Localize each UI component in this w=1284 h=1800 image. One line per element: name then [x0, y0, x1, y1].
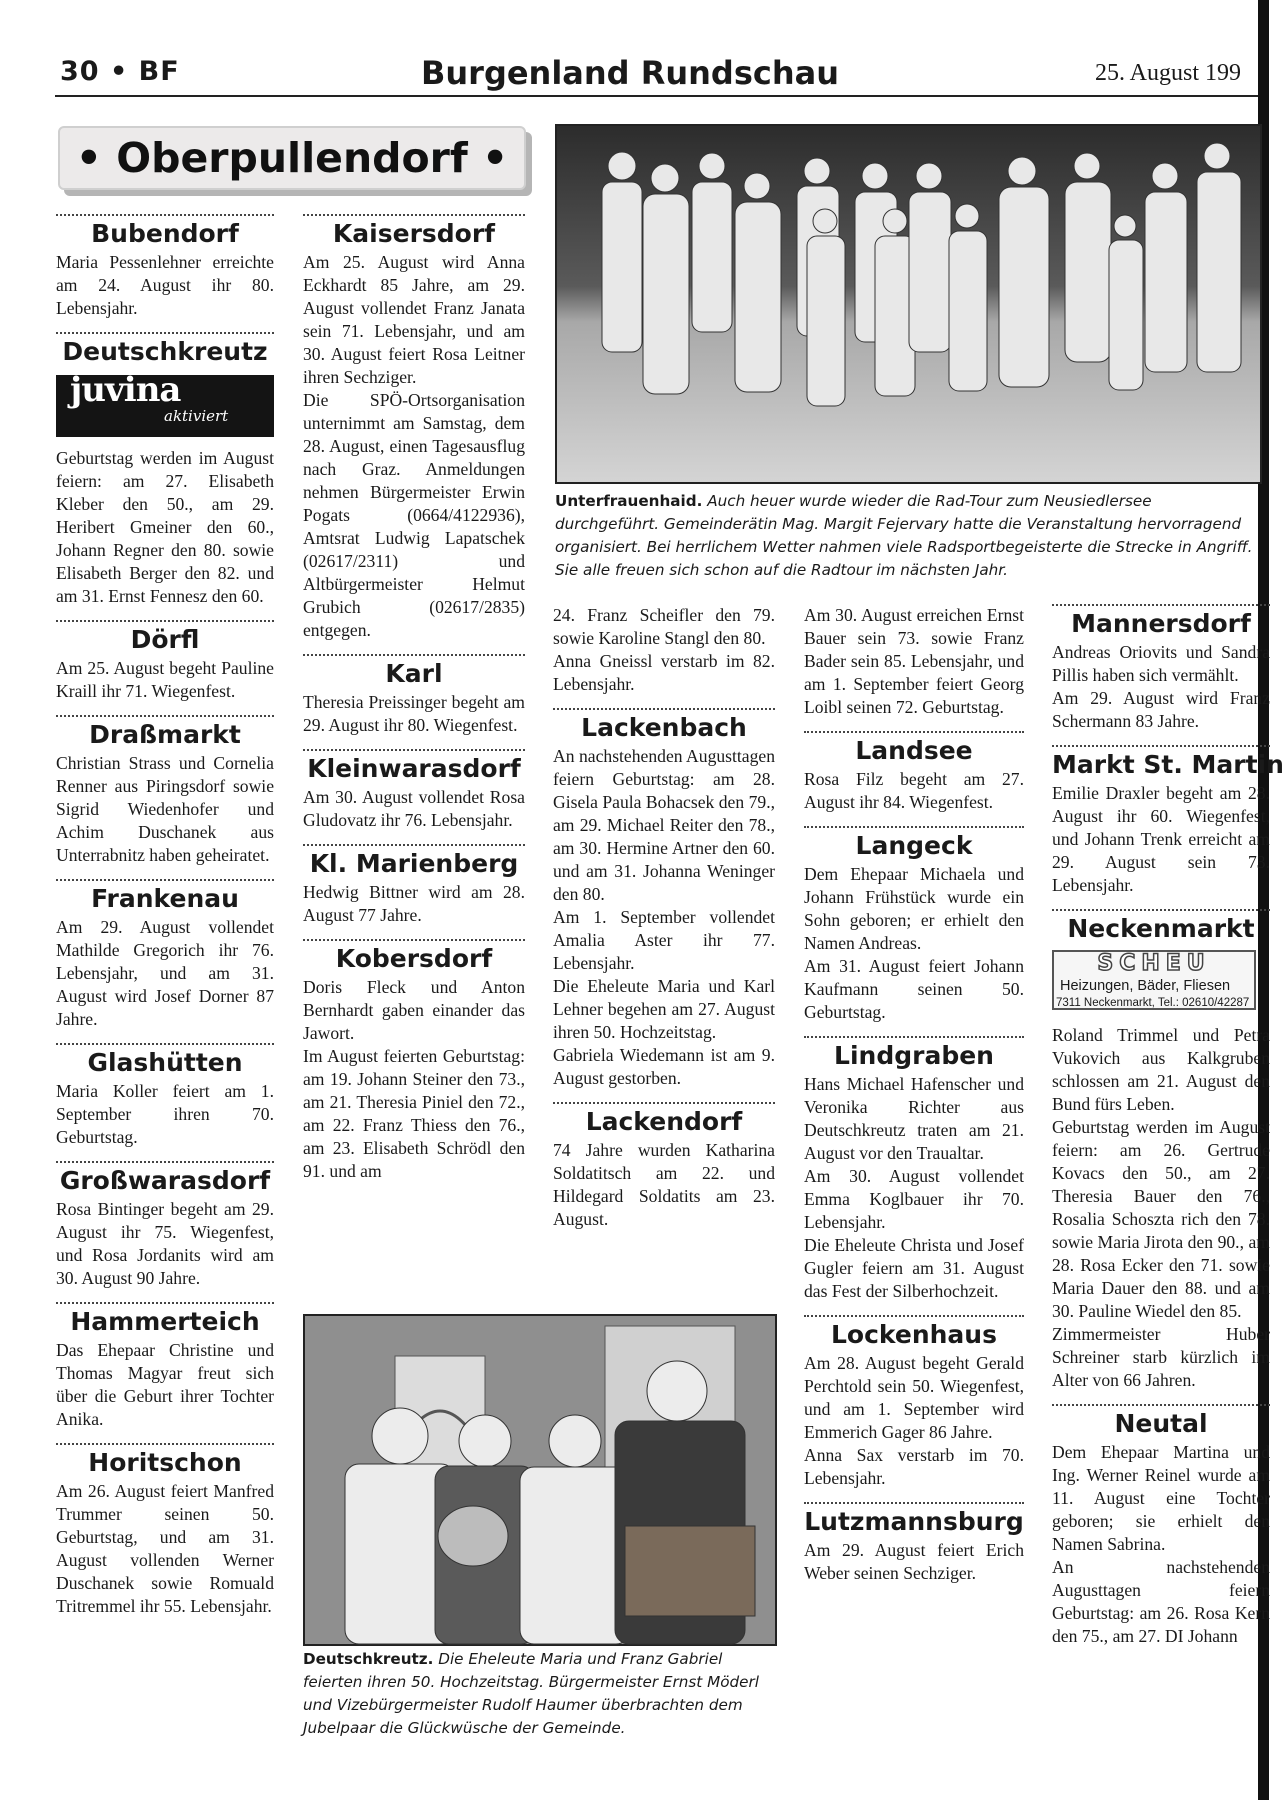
- article-text: Am 25. August begeht Pauline Kraill ihr 71. Wiegenfest.: [56, 658, 274, 701]
- town-heading: Dörfl: [130, 625, 200, 654]
- town-heading: Hammerteich: [70, 1307, 260, 1336]
- divider: [1052, 909, 1270, 911]
- juvina-logo: juvina: [70, 370, 181, 410]
- divider: [1052, 1404, 1270, 1406]
- article-text: Hans Michael Hafenscher und Veronika Richter aus Deutschkreutz traten am 21. August vor den Traualtar.: [804, 1074, 1024, 1163]
- divider: [804, 1036, 1024, 1038]
- article-text: Am 26. August feiert Manfred Trummer seinen 50. Geburtstag, und am 31. August vollenden Werner Duschanek sowie Romuald Tritremmel ihr 55. Lebensjahr.: [56, 1481, 274, 1616]
- divider: [56, 214, 274, 216]
- article-text: Die Eheleute Christa und Josef Gugler feiern am 31. August das Fest der Silberhochzeit.: [804, 1235, 1024, 1301]
- article-text: Andreas Oriovits und Sandra Pillis haben sich vermählt.: [1052, 642, 1270, 685]
- juvina-ad: [56, 370, 274, 437]
- article-text: Die SPÖ-Ortsorganisation unternimmt am Samstag, dem 28. August, einen Tagesausflug nach Graz. Anmeldungen nehmen Bürgermeister Erwin Pogats (0664/4122936), Amtsrat Ludwig Lapatschek (02617/2311) und Altbürgermeister Helmut Grubich (02617/2835) entgegen.: [303, 390, 525, 640]
- header-rule: [55, 95, 1269, 97]
- article-text: Rosa Filz begeht am 27. August ihr 84. Wiegenfest.: [804, 769, 1024, 812]
- scheu-logo: SCHEU: [1097, 951, 1211, 976]
- article-text: Am 30. August vollendet Rosa Gludovatz ihr 76. Lebensjahr.: [303, 787, 525, 830]
- column-2: [303, 214, 525, 1183]
- divider: [56, 620, 274, 622]
- divider: [56, 332, 274, 334]
- article-text: Am 30. August vollendet Emma Koglbauer ihr 70. Lebensjahr.: [804, 1166, 1024, 1232]
- town-heading: Frankenau: [91, 884, 239, 913]
- scheu-ad: [1052, 950, 1256, 1010]
- issue-date: 25. August 199: [1095, 60, 1242, 86]
- divider: [303, 939, 525, 941]
- town-heading: Neutal: [1114, 1409, 1208, 1438]
- article-text: 74 Jahre wurden Katharina Soldatitsch am 22. und Hildegard Soldatits am 23. August.: [553, 1140, 775, 1229]
- group-photo-image: [557, 126, 1260, 482]
- article-text: Am 31. August feiert Johann Kaufmann seinen 50. Geburtstag.: [804, 956, 1024, 1022]
- divider: [56, 1443, 274, 1445]
- article-text: Rosa Bintinger begeht am 29. August ihr 75. Wiegenfest, und Rosa Jordanits wird am 30. August 90 Jahre.: [56, 1199, 274, 1288]
- article-text: Maria Koller feiert am 1. September ihren 70. Geburtstag.: [56, 1081, 274, 1147]
- town-heading: Lackenbach: [581, 713, 747, 742]
- article-text: Doris Fleck und Anton Bernhardt gaben einander das Jawort.: [303, 977, 525, 1043]
- divider: [303, 844, 525, 846]
- article-text: Geburtstag werden im August feiern: am 27. Elisabeth Kleber den 50., am 29. Heribert Gmeiner den 60., Johann Regner den 80. sowie Elisabeth Berger den 82. und am 31. Ernst Fennesz den 60.: [56, 448, 274, 606]
- town-heading: Karl: [385, 659, 443, 688]
- article-text: Im August feierten Geburtstag: am 19. Johann Steiner den 73., am 21. Theresia Piniel den 72., am 22. Franz Thiess den 76., am 23. Elisabeth Schrödl den 91. und am: [303, 1046, 525, 1181]
- article-text: Geburtstag werden im August feiern: am 26. Gertrude Kovacs den 50., am 27. Theresia Bauer den 76., Rosalia Schoszta rich den 78. sowie Maria Jirota den 90., am 28. Rosa Ecker den 71. sowie Maria Dauer den 88. und am 30. Pauline Wiedel den 85.: [1052, 1117, 1270, 1321]
- article-text: Anna Sax verstarb im 70. Lebensjahr.: [804, 1445, 1024, 1488]
- divider: [56, 1302, 274, 1304]
- article-text: Am 30. August erreichen Ernst Bauer sein 73. sowie Franz Bader sein 85. Lebensjahr, und am 1. September feiert Georg Loibl seinen 72. Geburtstag.: [804, 605, 1024, 717]
- divider: [56, 879, 274, 881]
- article-text: Am 29. August vollendet Mathilde Gregorich ihr 76. Lebensjahr, und am 31. August wird Josef Dorner 87 Jahre.: [56, 917, 274, 1029]
- town-heading: Kaisersdorf: [332, 219, 496, 248]
- divider: [56, 1043, 274, 1045]
- divider: [553, 708, 775, 710]
- caption-place: Deutschkreutz.: [303, 1650, 434, 1668]
- group-photo: [555, 124, 1262, 484]
- newspaper-title: Burgenland Rundschau: [420, 54, 839, 92]
- town-heading: Horitschon: [88, 1448, 242, 1477]
- article-text: Am 1. September vollendet Amalia Aster ihr 77. Lebensjahr.: [553, 907, 775, 973]
- town-heading: Lockenhaus: [831, 1320, 997, 1349]
- article-text: Am 25. August wird Anna Eckhardt 85 Jahre, am 29. August vollendet Franz Janata sein 71. Lebensjahr, und am 30. August feiert Rosa Leitner ihren Sechziger.: [303, 252, 525, 387]
- article-text: An nachstehenden Augusttagen feiern Geburtstag: am 28. Gisela Paula Bohacsek den 79., am 29. Michael Reiter den 78., am 30. Hermine Artner den 60. und am 31. Johanna Weninger den 80.: [553, 746, 775, 904]
- article-text: Hedwig Bittner wird am 28. August 77 Jahre.: [303, 882, 525, 925]
- town-heading: Kleinwarasdorf: [307, 754, 521, 783]
- town-heading: Markt St. Martin: [1052, 750, 1284, 779]
- divider: [303, 654, 525, 656]
- divider: [804, 1315, 1024, 1317]
- article-text: Dem Ehepaar Martina und Ing. Werner Reinel wurde am 11. August eine Tochter geboren; sie erhielt den Namen Sabrina.: [1052, 1442, 1270, 1554]
- scheu-address: 7311 Neckenmarkt, Tel.: 02610/42287: [1056, 997, 1250, 1009]
- scheu-services: Heizungen, Bäder, Fliesen: [1060, 978, 1231, 994]
- article-text: Am 29. August wird Franz Schermann 83 Jahre.: [1052, 688, 1270, 731]
- divider: [804, 826, 1024, 828]
- group-photo-caption: [555, 490, 1260, 582]
- caption-text: Die Eheleute Maria und Franz Gabriel feierten ihren 50. Hochzeitstag. Bürgermeister Ernst Möderl und Vizebürgermeister Rudolf Haumer überbrachten dem Jubelpaar die Glückwüsche der Gemeinde.: [303, 1650, 759, 1737]
- divider: [553, 1102, 775, 1104]
- divider: [303, 749, 525, 751]
- town-heading: Lutzmannsburg: [804, 1507, 1024, 1536]
- caption-text: Auch heuer wurde wieder die Rad-Tour zum Neusiedlersee durchgeführt. Gemeinderätin Mag. Margit Fejervary hatte die Veranstaltung hervorragend organisiert. Bei herrlichem Wetter nahmen viele Radsportbegeisterte die Strecke in Angriff. Sie alle freuen sich schon auf die Radtour im nächsten Jahr.: [555, 492, 1253, 579]
- town-heading: Mannersdorf: [1071, 609, 1251, 638]
- town-heading: Glashütten: [87, 1048, 243, 1077]
- column-5: [1052, 604, 1284, 1648]
- article-text: Am 28. August begeht Gerald Perchtold sein 50. Wiegenfest, und am 1. September wird Emmerich Gager 86 Jahre.: [804, 1353, 1024, 1442]
- town-heading: Langeck: [855, 831, 973, 860]
- article-text: Die Eheleute Maria und Karl Lehner begehen am 27. August ihren 50. Hochzeitstag.: [553, 976, 775, 1042]
- article-text: Das Ehepaar Christine und Thomas Magyar freut sich über die Geburt ihrer Tochter Anika.: [56, 1340, 274, 1429]
- town-heading: Deutschkreutz: [62, 337, 268, 366]
- article-text: An nachstehenden Augusttagen feiern Geburtstag: am 26. Rosa Kern den 75., am 27. DI Johann: [1052, 1557, 1270, 1646]
- article-text: 24. Franz Scheifler den 79. sowie Karoline Stangl den 80.: [553, 605, 775, 648]
- column-1: [56, 214, 274, 1618]
- article-text: Emilie Draxler begeht am 28. August ihr 60. Wiegenfest, und Johann Trenk erreicht am 29. August sein 73. Lebensjahr.: [1052, 783, 1270, 895]
- town-heading: Kobersdorf: [335, 944, 493, 973]
- article-text: Roland Trimmel und Petra Vukovich aus Kalkgruben schlossen am 21. August den Bund fürs Leben.: [1052, 1025, 1270, 1114]
- anniversary-photo-caption: [303, 1648, 775, 1740]
- anniversary-photo: [303, 1314, 777, 1646]
- section-banner: • Oberpullendorf •: [58, 126, 526, 190]
- divider: [804, 1502, 1024, 1504]
- divider: [56, 1161, 274, 1163]
- divider: [1052, 745, 1270, 747]
- town-heading: Bubendorf: [91, 219, 239, 248]
- article-text: Anna Gneissl verstarb im 82. Lebensjahr.: [553, 651, 775, 694]
- column-3: [553, 604, 775, 1231]
- town-heading: Neckenmarkt: [1067, 914, 1255, 943]
- caption-place: Unterfrauenhaid.: [555, 492, 703, 510]
- article-text: Dem Ehepaar Michaela und Johann Frühstück wurde ein Sohn geboren; er erhielt den Namen Andreas.: [804, 864, 1024, 953]
- article-text: Theresia Preissinger begeht am 29. August ihr 80. Wiegenfest.: [303, 692, 525, 735]
- divider: [303, 214, 525, 216]
- column-5-clip: [1052, 604, 1284, 1800]
- divider: [56, 715, 274, 717]
- divider: [804, 731, 1024, 733]
- divider: [1052, 604, 1270, 606]
- town-heading: Lackendorf: [585, 1107, 743, 1136]
- town-heading: Lindgraben: [834, 1041, 994, 1070]
- article-text: Am 29. August feiert Erich Weber seinen Sechziger.: [804, 1540, 1024, 1583]
- town-heading: Landsee: [855, 736, 973, 765]
- anniversary-photo-image: [305, 1316, 775, 1644]
- town-heading: Großwarasdorf: [59, 1166, 271, 1195]
- page-number: 30 • BF: [60, 56, 180, 87]
- article-text: Gabriela Wiedemann ist am 9. August gestorben.: [553, 1045, 775, 1088]
- column-4: [804, 604, 1024, 1585]
- article-text: Zimmermeister Huber Schreiner starb kürzlich im Alter von 66 Jahren.: [1052, 1324, 1270, 1390]
- article-text: Christian Strass und Cornelia Renner aus Piringsdorf sowie Sigrid Wiedenhofer und Achim Duschanek aus Unterrabnitz haben geheiratet.: [56, 753, 274, 865]
- juvina-tagline: aktiviert: [164, 407, 229, 425]
- town-heading: Kl. Marienberg: [309, 849, 519, 878]
- town-heading: Draßmarkt: [89, 720, 241, 749]
- article-text: Maria Pessenlehner erreichte am 24. August ihr 80. Lebensjahr.: [56, 252, 274, 318]
